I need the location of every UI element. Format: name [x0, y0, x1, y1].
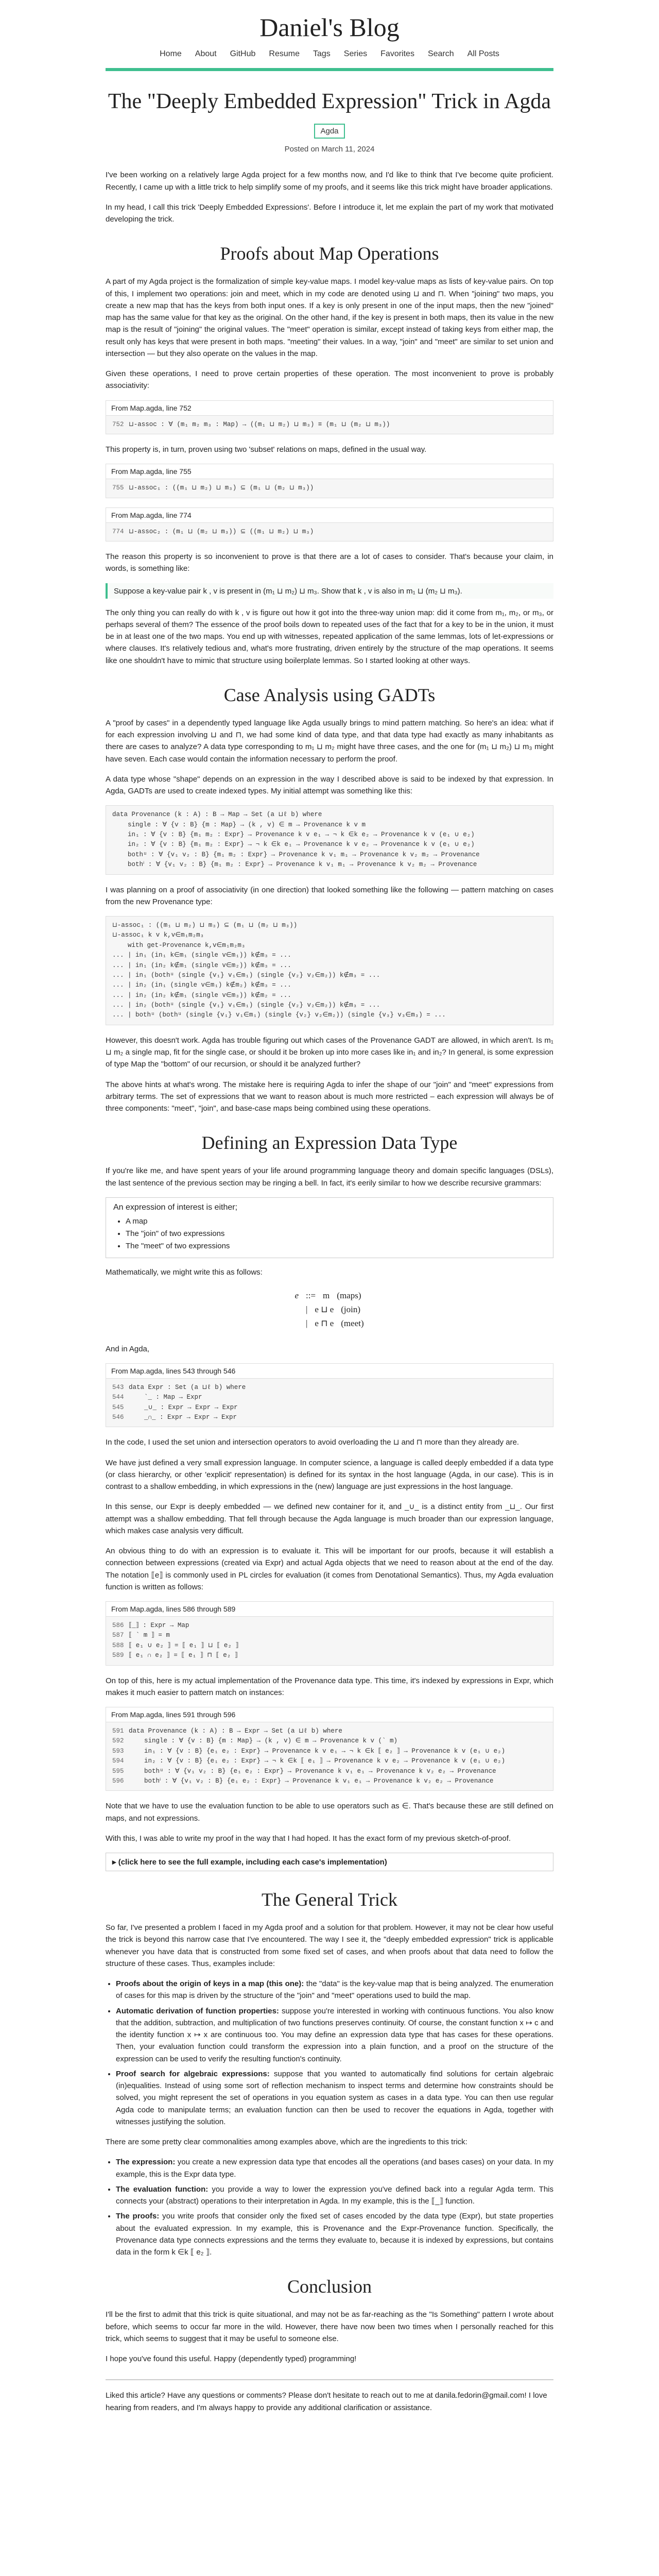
expand-details-toggle[interactable]: ▸ (click here to see the full example, including each case's implementation)	[106, 1853, 553, 1871]
post-title: The "Deeply Embedded Expression" Trick in Agda	[108, 90, 551, 113]
line-number: 544	[112, 1394, 124, 1401]
list-item-text: suppose you're interested in working with continuous functions. You also know that the addition, subtraction, and multiplication of two functions preserves continuity. Of course, the constant function x ↦ c and the identity function x ↦ x are continuous too. You may define an expression data type that has cases for these operations. Then, your evaluation function could transform the expression into a plain function, and a proof on the structure of the expression can be used to verify the resulting function's continuity.	[116, 2006, 553, 2063]
code-text: bothᵘ : ∀ {v₁ v₂ : B} {m₁ m₂ : Expr} → Provenance k v₁ m₁ → Provenance k v₂ m₂ → Provenance	[112, 851, 480, 858]
paragraph: A data type whose "shape" depends on an expression in the way I described above is said to be indexed by that expression. In Agda, GADTs are used to create indexed types. My initial attempt was something like this:	[106, 774, 553, 796]
code-line	[112, 860, 547, 870]
nav-link-about[interactable]: About	[195, 49, 217, 58]
section-heading-conclusion: Conclusion	[287, 2276, 372, 2297]
grammar-box-item: • A map	[126, 1215, 546, 1228]
code-text: in₂ : ∀ {v : B} {e₁ e₂ : Expr} → ¬ k ∈k ⟦ e₁ ⟧ → Provenance k v e₂ → Provenance k v (e₁ ∪ e₂)	[129, 1757, 506, 1765]
code-block	[106, 507, 553, 541]
code-text: data Provenance (k : A) : B → Map → Set (a ⊔ℓ b) where	[112, 811, 322, 819]
code-text: ... | in₂ (in₁ (single v∈m₁) k∉m₂) k∉m₃ = ...	[112, 981, 291, 989]
paragraph: We have just defined a very small expression language. In computer science, a language is called deeply embedded if a data type (or class hierarchy, or other 'explicit' representation) is defined for its syntax in the host language (Agda, in our case). This is in contrast to a shallow embedding, in which expressions in the (new) language are just expressions in the host language.	[106, 1458, 553, 1492]
claim-note: Suppose a key-value pair k , v is present in (m₁ ⊔ m₂) ⊔ m₃. Show that k , v is also in m₁ ⊔ (m₂ ⊔ m₃).	[106, 583, 553, 599]
list-item	[116, 2005, 553, 2065]
code-text: ⊔-assoc₂ : (m₁ ⊔ (m₂ ⊔ m₃)) ⊆ ((m₁ ⊔ m₂) ⊔ m₃)	[129, 528, 314, 535]
line-number: 543	[112, 1383, 124, 1391]
code-source-label[interactable]: From Map.agda, line 752	[106, 401, 553, 416]
list-item-label: The proofs:	[116, 2212, 160, 2221]
code-line	[112, 951, 547, 960]
code-text: in₁ : ∀ {v : B} {m₁ m₂ : Expr} → Provenance k v e₁ → ¬ k ∈k e₂ → Provenance k v (e₁ ∪ e₂)	[112, 831, 475, 839]
code-block	[106, 1601, 553, 1666]
code-line	[112, 1383, 547, 1393]
code-text: bothᵘ : ∀ {v₁ v₂ : B} {e₁ e₂ : Expr} → Provenance k v₁ e₁ → Provenance k v₂ e₂ → Provenance	[129, 1767, 496, 1775]
code-text: ... | in₁ (bothᵘ (single {v₁} v₁∈m₁) (single {v₂} v₂∈m₂)) k∉m₃ = ...	[112, 971, 380, 979]
list-item-label: Proof search for algebraic expressions:	[116, 2069, 270, 2078]
paragraph: Given these operations, I need to prove certain properties of these operation. The most inconvenient to prove is probably associativity:	[106, 369, 553, 391]
paragraph: An obvious thing to do with an expression is to evaluate it. This will be important for our proofs, because it will establish a connection between expressions (created via Expr) and actual Agda objects that we need to reason about at the end of the day. The notation ⟦e⟧ is commonly used in PL circles for evaluation (it comes from Denotational Semantics). Thus, my Agda evaluation function is written as follows:	[106, 1547, 553, 1591]
code-text: _∩_ : Expr → Expr → Expr	[129, 1413, 237, 1421]
list-item-text: you create a new expression data type that encodes all the operations (and bases cases) on your data. In my example, this is the Expr data type.	[116, 2158, 553, 2179]
code-block	[106, 464, 553, 498]
intro-paragraph: In my head, I call this trick 'Deeply Embedded Expressions'. Before I introduce it, let me explain the part of my work that motivated developing the trick.	[106, 202, 553, 224]
grammar-cell: (maps)	[337, 1291, 361, 1301]
code-line	[112, 527, 547, 537]
grammar-box	[106, 1197, 553, 1258]
line-number: 546	[112, 1413, 124, 1421]
code-text: in₁ : ∀ {v : B} {e₁ e₂ : Expr} → Provenance k v e₁ → ¬ k ∈k ⟦ e₂ ⟧ → Provenance k v (e₁ ∪ e₂)	[129, 1747, 506, 1755]
paragraph: The reason this property is so inconvenient to prove is that there are a lot of cases to consider. That's because your claim, in words, is something like:	[106, 552, 553, 573]
paragraph: With this, I was able to write my proof in the way that I had hoped. It has the exact form of my previous sketch-of-proof.	[106, 1834, 511, 1843]
code-text: ⊔-assoc₁ : ((m₁ ⊔ m₂) ⊔ m₃) ⊆ (m₁ ⊔ (m₂ ⊔ m₃))	[129, 484, 314, 492]
code-line	[112, 980, 547, 990]
grammar-cell: (meet)	[341, 1318, 364, 1329]
code-source-label[interactable]: From Map.agda, line 755	[106, 464, 553, 479]
code-body	[106, 1379, 553, 1427]
code-text: data Provenance (k : A) : B → Expr → Set (a ⊔ℓ b) where	[129, 1727, 342, 1735]
code-line	[112, 961, 547, 971]
code-line	[112, 830, 547, 840]
code-line	[112, 1651, 547, 1660]
code-text: ⊔-assoc : ∀ (m₁ m₂ m₃ : Map) → ((m₁ ⊔ m₂) ⊔ m₃) ≡ (m₁ ⊔ (m₂ ⊔ m₃))	[129, 420, 390, 428]
code-body	[106, 806, 553, 874]
code-body	[106, 1722, 553, 1790]
list-item	[116, 1978, 553, 2002]
paragraph: In this sense, our Expr is deeply embedded — we defined new container for it, and _∪_ is a distinct entity from _⊔_. Our first attempt was a shallow embedding. That fell through because the Agda language is much broader than our expression language, which makes case analysis very difficult.	[106, 1502, 553, 1535]
grammar-cell: e ⊓ e	[315, 1318, 334, 1329]
code-source-label[interactable]: From Map.agda, lines 591 through 596	[106, 1707, 553, 1722]
nav-link-resume[interactable]: Resume	[269, 49, 300, 58]
code-line	[112, 483, 547, 493]
nav-link-search[interactable]: Search	[427, 49, 454, 58]
grammar-math	[273, 1289, 386, 1331]
grammar-cell	[273, 1316, 299, 1330]
code-line	[112, 1641, 547, 1651]
paragraph: However, this doesn't work. Agda has trouble figuring out which cases of the Provenance GADT are allowed, in which aren't. Is m₁ ⊔ m₂ a single map, fit for the single case, or should it be broken up into more cases like in₁ and in₂? In general, is some expression of type Map the "bottom" of our recursion, or should it be analyzed further?	[106, 1036, 553, 1069]
code-body	[106, 479, 553, 497]
code-text: ... | in₂ (in₂ k∉m₁ (single v∈m₃)) k∉m₂ = ...	[112, 991, 291, 999]
code-block	[106, 400, 553, 434]
code-block	[106, 1363, 553, 1428]
line-number: 594	[112, 1757, 124, 1765]
code-text: ... | bothᵘ (bothᵘ (single {v₁} v₁∈m₁) (single {v₂} v₂∈m₂)) (single {v₃} v₃∈m₃) = ...	[112, 1011, 446, 1019]
code-line	[112, 1403, 547, 1413]
footer-text: Liked this article? Have any questions or comments? Please don't hesitate to reach out to me at danila.fedorin@gmail.com! I love hearing from readers, and I'm always happy to provide any additional clarification or assistance.	[106, 2391, 547, 2412]
code-line	[112, 820, 547, 830]
paragraph: A "proof by cases" in a dependently typed language like Agda usually brings to mind pattern matching. So here's an idea: what if for each expression involving ⊔ and ⊓, we had some kind of data type, and that data type had exactly as many inhabitants as there are cases to analyze? A data type corresponding to m₁ ⊔ m₂ might have three cases, and the one for (m₁ ⊔ m₂) ⊔ m₃ might have seven. Each case would contain the information necessary to perform the proof.	[106, 718, 553, 764]
code-text: _∪_ : Expr → Expr → Expr	[129, 1403, 238, 1411]
code-line	[112, 810, 547, 820]
grammar-box-item: • The "meet" of two expressions	[126, 1240, 546, 1252]
code-text: ... | in₁ (in₂ k∉m₁ (single v∈m₂)) k∉m₃ = ...	[112, 961, 291, 969]
nav-link-all-posts[interactable]: All Posts	[467, 49, 499, 58]
section-heading-map-ops: Proofs about Map Operations	[220, 243, 439, 264]
line-number: 586	[112, 1622, 124, 1630]
code-line	[112, 921, 547, 930]
code-text: ⟦ ` m ⟧ = m	[129, 1632, 170, 1639]
code-line	[112, 941, 547, 951]
tag-agda[interactable]: Agda	[314, 124, 344, 139]
line-number: 593	[112, 1747, 124, 1755]
grammar-cell: (join)	[341, 1304, 361, 1315]
code-block	[106, 916, 553, 1025]
code-line	[112, 1631, 547, 1640]
footer-divider	[106, 2379, 553, 2380]
intro-paragraph: I've been working on a relatively large Agda project for a few months now, and I'd like to think that I've become quite proficient. Recently, I came up with a little trick to help simplify some of my proofs, and it seems like this trick might have broader applications.	[106, 171, 553, 192]
list-item-text: you provide a way to lower the expression you've defined back into a regular Agda term. This connects your (abstract) operations to their interpretation in Agda. In my example, this is the ⟦_⟧ function.	[116, 2184, 554, 2206]
grammar-cell: e	[294, 1291, 299, 1301]
top-nav	[106, 49, 553, 59]
post-date: Posted on March 11, 2024	[284, 145, 375, 154]
list-item	[116, 2156, 553, 2180]
paragraph: I'll be the first to admit that this trick is quite situational, and may not be as far-reaching as the "Is Something" pattern I wrote about before, which seems to occur far more in the wild. However, there have now been two times when I personally reached for this trick, which seems to suggest that it may be useful to someone else.	[106, 2310, 553, 2343]
paragraph: The only thing you can really do with k , v is figure out how it got into the three-way union map: did it come from m₁, m₂, or m₃, or perhaps several of them? The essence of the proof boils down to repeated uses of the fact that for a key to be in the union, it must be in at least one of the two maps. You end up with witnesses, repeated application of the same lemmas, lots of let-expressions or where clauses. It's relatively tedious and, what's more frustrating, driven entirely by the structure of the map operations. It seems like one shouldn't have to mimic that structure using boilerplate lemmas. So I started looking at other ways.	[106, 608, 553, 665]
code-text: ... | in₁ (in₁ k∈m₁ (single v∈m₁)) k∉m₃ = ...	[112, 952, 291, 959]
code-text: ⊔-assoc₁ k v k,v∈m₁m₂m₃	[112, 931, 204, 939]
code-line	[112, 1747, 547, 1756]
code-line	[112, 1776, 547, 1786]
line-number: 774	[112, 528, 124, 535]
code-block	[106, 805, 553, 874]
code-text: bothⁱ : ∀ {v₁ v₂ : B} {m₁ m₂ : Expr} → Provenance k v₁ m₁ → Provenance k v₂ m₂ → Provenance	[112, 861, 477, 869]
examples-list	[106, 1978, 553, 2128]
code-text: ⟦_⟧ : Expr → Map	[129, 1622, 189, 1630]
paragraph: And in Agda,	[106, 1344, 150, 1353]
paragraph: This property is, in turn, proven using two 'subset' relations on maps, defined in the usual way.	[106, 445, 427, 454]
code-line	[112, 991, 547, 1001]
code-text: ... | in₂ (bothᵘ (single {v₁} v₁∈m₁) (single {v₂} v₂∈m₂)) k∉m₃ = ...	[112, 1002, 380, 1009]
line-number: 592	[112, 1737, 124, 1745]
code-text: ⊔-assoc₁ : ((m₁ ⊔ m₂) ⊔ m₃) ⊆ (m₁ ⊔ (m₂ ⊔ m₃))	[112, 922, 298, 929]
code-body	[106, 523, 553, 541]
paragraph: I was planning on a proof of associativity (in one direction) that looked something like the following — pattern matching on cases from the new Provenance type:	[106, 885, 553, 906]
nav-link-tags[interactable]: Tags	[313, 49, 331, 58]
grammar-cell: |	[306, 1304, 308, 1315]
list-item-label: Proofs about the origin of keys in a map (this one):	[116, 1979, 304, 1989]
list-item	[116, 2210, 553, 2258]
code-line	[112, 1756, 547, 1766]
line-number: 587	[112, 1632, 124, 1639]
code-line	[112, 1413, 547, 1422]
paragraph: If you're like me, and have spent years of your life around programming language theory and domain specific languages (DSLs), the last sentence of the previous section may be ringing a bell. In fact, it's eerily similar to how we describe recursive grammars:	[106, 1166, 553, 1188]
list-item-label: The evaluation function:	[116, 2184, 209, 2194]
paragraph: A part of my Agda project is the formalization of simple key-value maps. I model key-value maps as lists of key-value pairs. On top of this, I implement two operations: join and meet, which in my code are denoted using ⊔ and ⊓. When "joining" two maps, you create a new map that has the keys from both input ones. If a key is only present in one of the input maps, then the new "joined" map has the same value for that key as the original. On the other hand, if the key is present in both maps, then its value in the new map is the result of "joining" the original values. The "meet" operation is similar, except instead of taking keys from either map, the result only has keys that were present in both maps. "meeting" their values. In a way, "join" and "meet" are similar to set union and intersection — but they also operate on the values in the map.	[106, 277, 553, 358]
code-line	[112, 850, 547, 860]
site-title[interactable]: Daniel's Blog	[259, 13, 400, 42]
list-item-text: suppose that you wanted to automatically find solutions for certain algebraic (in)equalities. Instead of using some sort of reflection mechanism to inspect terms and determine how constraints should be solved, you might represent the set of operations in you equation system as cases in a data type. You can then use regular Agda code to manipulate terms; an evaluation function can then be used to recover the equations in Agda, together with witnesses justifying the solution.	[116, 2069, 553, 2126]
code-line	[112, 1010, 547, 1020]
line-number: 545	[112, 1403, 124, 1411]
code-source-label[interactable]: From Map.agda, line 774	[106, 508, 553, 523]
line-number: 588	[112, 1641, 124, 1649]
nav-link-github[interactable]: GitHub	[230, 49, 256, 58]
list-item-text: you write proofs that consider only the fixed set of cases encoded by the data type (Expr), but state properties about the evaluated expression. In my example, this is Provenance and the Expr-Provenance function. Specifically, the Provenance data type connects expressions and the terms they evaluate to, because it is indexed by expressions, but contains data in the form k ∈k ⟦ e₂ ⟧.	[116, 2212, 553, 2257]
code-body	[106, 1617, 553, 1665]
list-item-label: Automatic derivation of function properties:	[116, 2006, 279, 2015]
code-line	[112, 1767, 547, 1776]
section-heading-general-trick: The General Trick	[262, 1889, 397, 1910]
list-item	[116, 2183, 553, 2208]
grammar-box-lead: An expression of interest is either;	[113, 1202, 238, 1212]
grammar-box-list	[113, 1215, 546, 1252]
line-number: 595	[112, 1767, 124, 1775]
grammar-row	[273, 1302, 386, 1316]
code-text: single : ∀ {v : B} {m : Map} → (k , v) ∈ m → Provenance k v (` m)	[129, 1737, 398, 1745]
nav-link-favorites[interactable]: Favorites	[380, 49, 414, 58]
line-number: 752	[112, 420, 124, 428]
line-number: 589	[112, 1652, 124, 1659]
code-line	[112, 1621, 547, 1631]
paragraph: The above hints at what's wrong. The mistake here is requiring Agda to infer the shape of our "join" and "meet" expressions from arbitrary terms. The set of expressions that we want to reason about is much more restricted – each expression will always be of three components: "meet", "join", and base-case maps being combined using these operations.	[106, 1080, 553, 1113]
code-line	[112, 930, 547, 940]
ingredients-list	[106, 2156, 553, 2258]
code-source-label[interactable]: From Map.agda, lines 543 through 546	[106, 1364, 553, 1379]
grammar-row	[273, 1316, 386, 1330]
paragraph: There are some pretty clear commonalities among examples above, which are the ingredients to this trick:	[106, 2138, 467, 2147]
code-block	[106, 1707, 553, 1791]
paragraph: In the code, I used the set union and intersection operators to avoid overloading the ⊔ and ⊓ more than they already are.	[106, 1438, 519, 1447]
tag-row	[106, 124, 553, 139]
paragraph: On top of this, here is my actual implementation of the Provenance data type. This time, it's indexed by expressions in Expr, which makes it much easier to pattern match on instances:	[106, 1676, 553, 1697]
code-text: ⟦ e₁ ∪ e₂ ⟧ = ⟦ e₁ ⟧ ⊔ ⟦ e₂ ⟧	[129, 1641, 239, 1649]
paragraph: I hope you've found this useful. Happy (dependently typed) programming!	[106, 2354, 357, 2364]
grammar-row	[273, 1289, 386, 1302]
code-body	[106, 917, 553, 1025]
code-line	[112, 1736, 547, 1746]
list-item	[116, 2068, 553, 2128]
paragraph: Note that we have to use the evaluation function to be able to use operators such as ∈. That's because these are still defined on maps, and not expressions.	[106, 1802, 553, 1823]
code-line	[112, 1726, 547, 1736]
code-text: bothⁱ : ∀ {v₁ v₂ : B} {e₁ e₂ : Expr} → Provenance k v₁ e₁ → Provenance k v₂ e₂ → Provenance	[129, 1777, 494, 1785]
code-text: in₂ : ∀ {v : B} {m₁ m₂ : Expr} → ¬ k ∈k e₁ → Provenance k v e₂ → Provenance k v (e₁ ∪ e₂)	[112, 841, 475, 849]
paragraph: Mathematically, we might write this as follows:	[106, 1267, 263, 1277]
code-line	[112, 1001, 547, 1010]
code-text: ⟦ e₁ ∩ e₂ ⟧ = ⟦ e₁ ⟧ ⊓ ⟦ e₂ ⟧	[129, 1652, 238, 1659]
code-text: data Expr : Set (a ⊔ℓ b) where	[129, 1383, 246, 1391]
nav-link-home[interactable]: Home	[160, 49, 182, 58]
page	[106, 0, 553, 2414]
header-divider	[106, 68, 553, 71]
list-item-text: the "data" is the key-value map that is being analyzed. The enumeration of cases for this map is driven by the structure of the "join" and "meet" operations used to build the map.	[116, 1979, 553, 2001]
grammar-cell: ::=	[306, 1291, 316, 1301]
code-line	[112, 1393, 547, 1402]
grammar-cell: |	[306, 1318, 308, 1329]
code-text: `_ : Map → Expr	[129, 1394, 202, 1401]
code-line	[112, 971, 547, 980]
line-number: 591	[112, 1727, 124, 1735]
section-heading-gadts: Case Analysis using GADTs	[223, 684, 436, 705]
code-line	[112, 840, 547, 850]
code-line	[112, 420, 547, 430]
list-item-label: The expression:	[116, 2158, 176, 2167]
line-number: 755	[112, 484, 124, 492]
line-number: 596	[112, 1777, 124, 1785]
nav-link-series[interactable]: Series	[343, 49, 368, 58]
grammar-box-item: • The "join" of two expressions	[126, 1228, 546, 1240]
code-text: with get-Provenance k,v∈m₁m₂m₃	[112, 941, 246, 949]
code-source-label[interactable]: From Map.agda, lines 586 through 589	[106, 1602, 553, 1617]
section-heading-expr-type: Defining an Expression Data Type	[201, 1132, 458, 1154]
paragraph: So far, I've presented a problem I faced in my Agda proof and a solution for that problem. However, it may not be clear how useful the trick is beyond this narrow case that I've encountered. The way I see it, the "deeply embedded expression" trick is applicable whenever you have data that is constructed from some fixed set of cases, and when proofs about that data need to follow the structure of these cases. Thus, examples include:	[106, 1923, 553, 1968]
grammar-cell: e ⊔ e	[315, 1304, 334, 1315]
code-text: single : ∀ {v : B} {m : Map} → (k , v) ∈ m → Provenance k v m	[112, 821, 366, 828]
grammar-cell	[273, 1302, 299, 1316]
code-body	[106, 416, 553, 434]
grammar-cell: m	[323, 1291, 330, 1301]
